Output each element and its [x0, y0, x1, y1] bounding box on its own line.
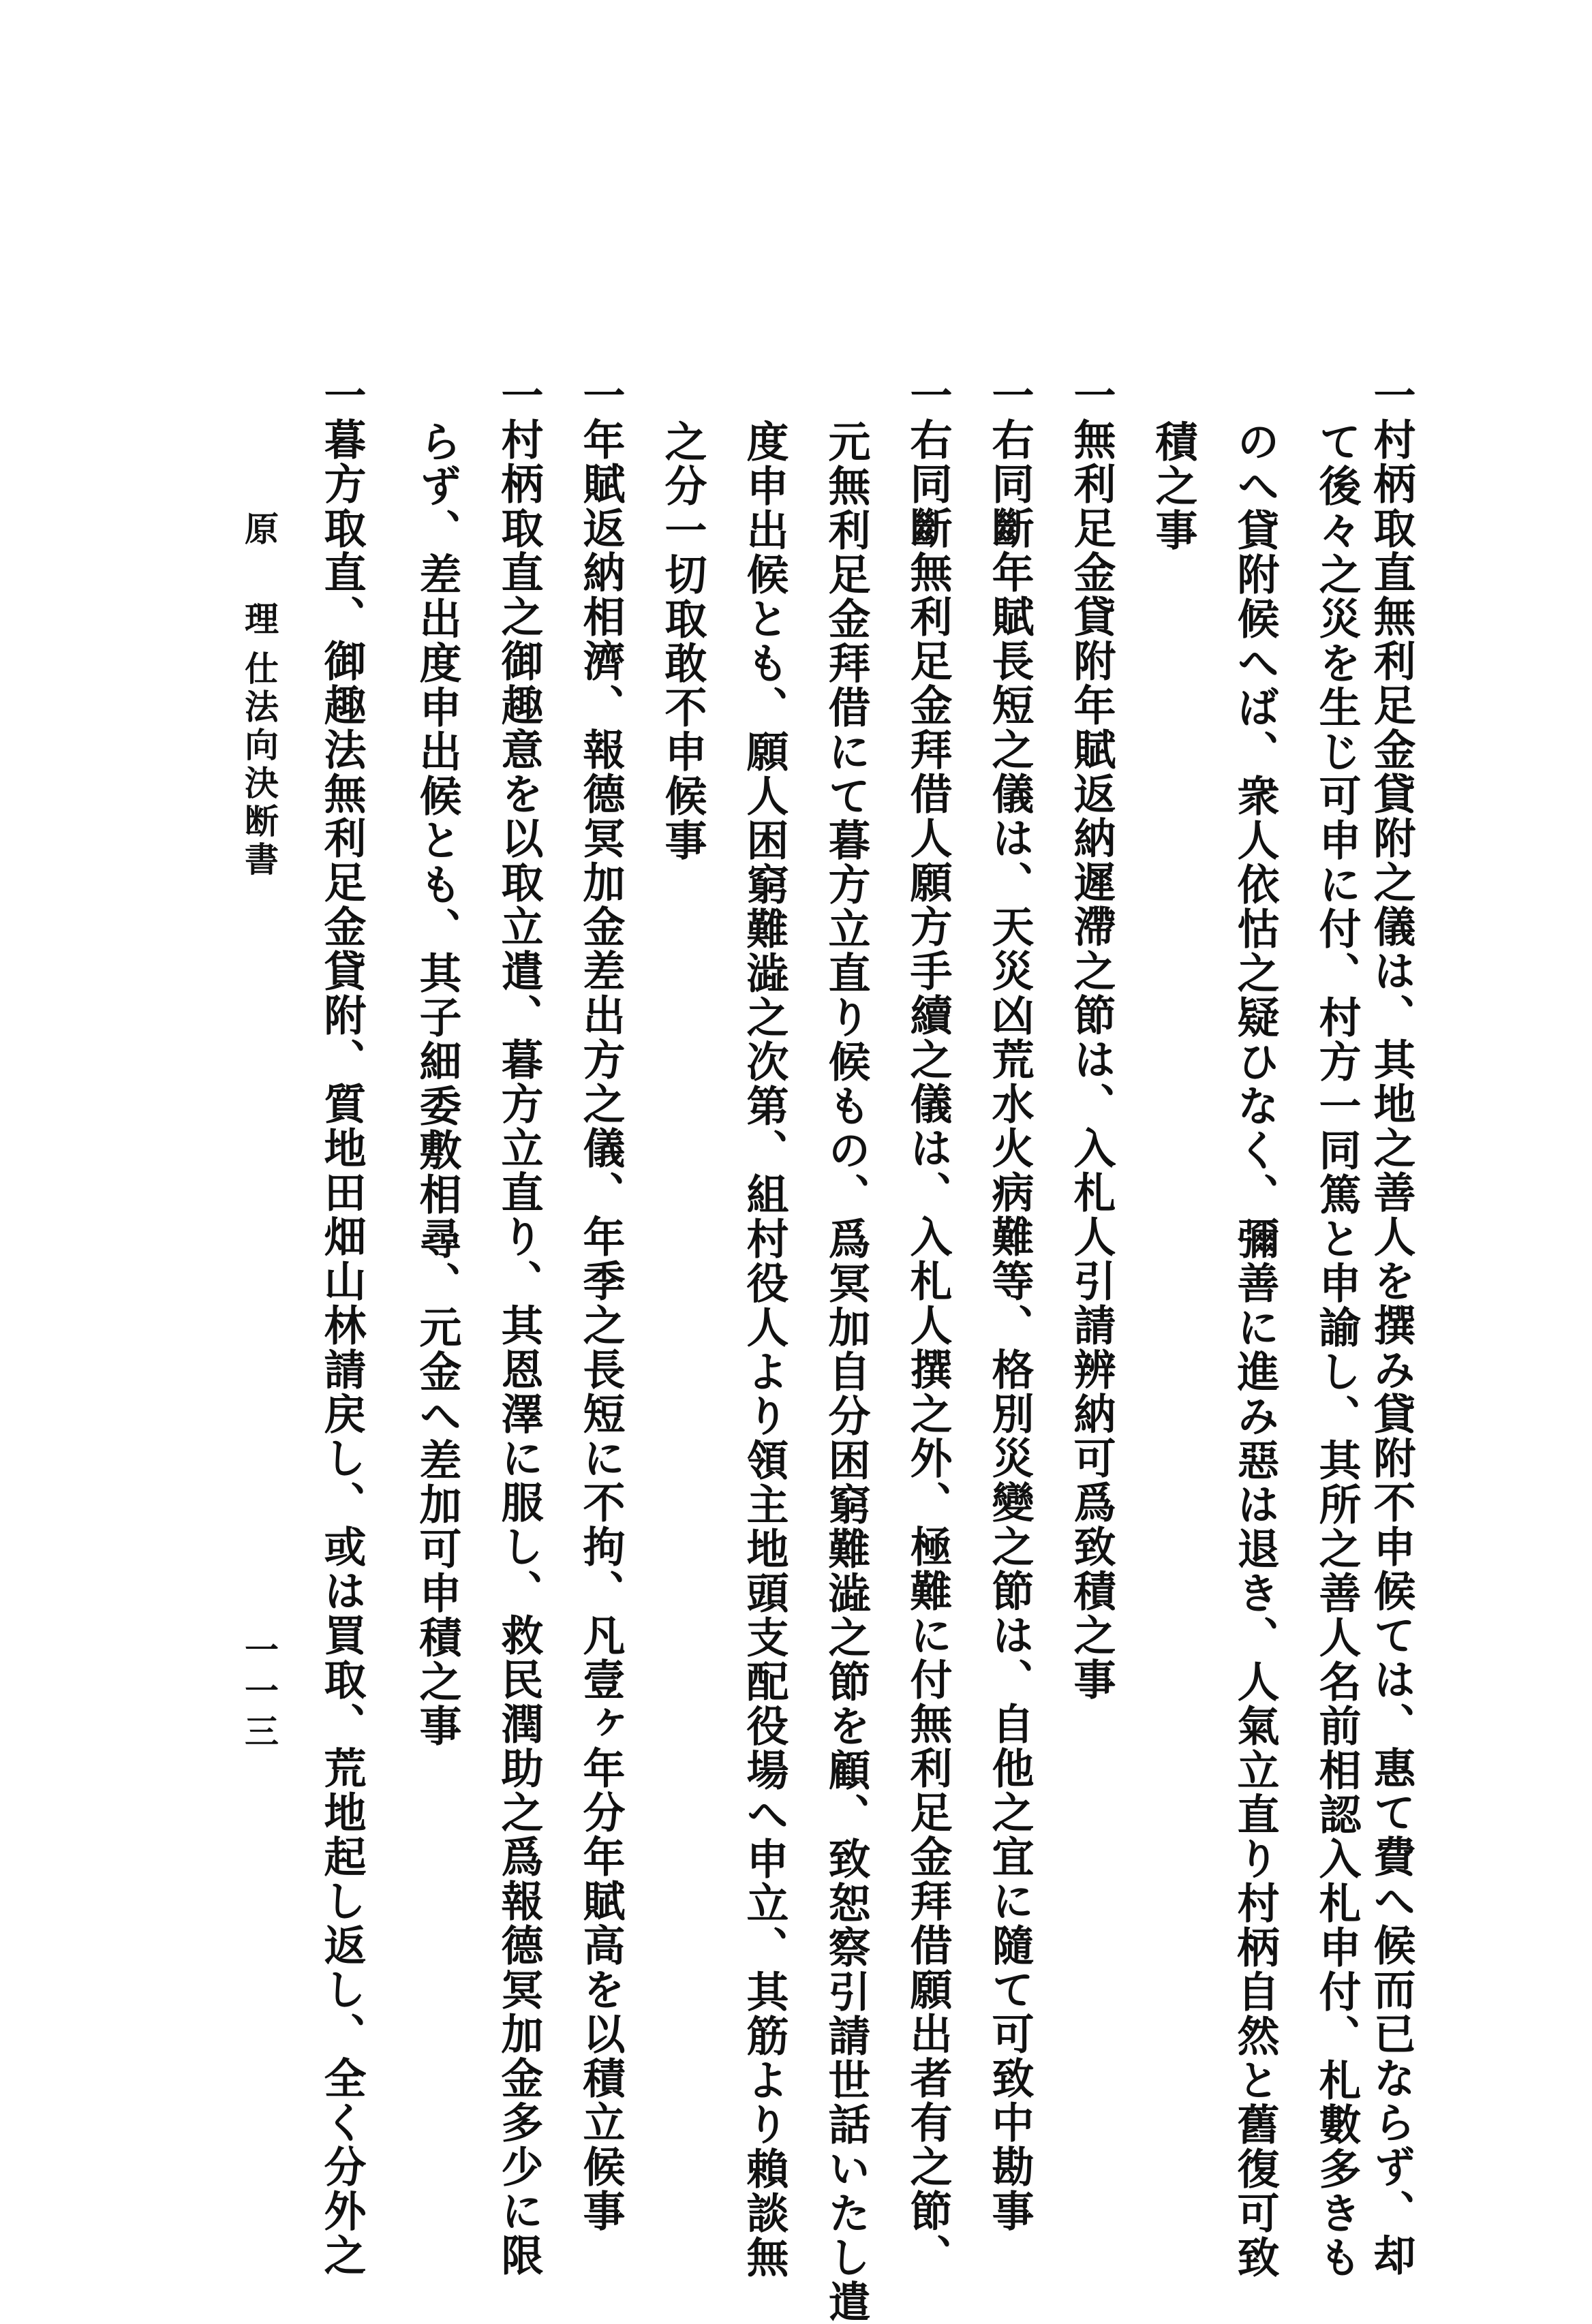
text-line-8: 元無利足金拜借にて暮方立直り候もの、爲冥加自分困窮難澁之節を顧、致恕察引請世話いたし遣 — [821, 420, 871, 2324]
text-line-11: 一年賦返納相濟、報德冥加金差出方之儀、年季之長短に不拘、凡壹ヶ年分年賦高を以積立候事 — [576, 373, 626, 2233]
text-line-9: 度申出候とも、願人困窮難澁之次第、組村役人より領主地頭支配役場へ申立、其筋より賴談無 — [739, 420, 789, 2280]
text-line-3: のへ貸附候へば、衆人依怙之疑ひなく、彌善に進み惡は退き、人氣立直り村柄自然と舊復可致 — [1230, 420, 1280, 2280]
text-line-6: 一右同斷年賦長短之儀は、天災凶荒水火病難等、格別災變之節は、自他之宜に隨て可致中勘事 — [985, 373, 1035, 2233]
text-line-10: 之分一切取敢不申候事 — [658, 420, 707, 863]
text-line-2: て後々之災を生じ可申に付、村方一同篤と申諭し、其所之善人名前相認入札申付、札數多きも — [1312, 420, 1362, 2280]
text-line-14: 一暮方取直、御趣法無利足金貸附、質地田畑山林請戻し、或は買取、荒地起し返し、全く分外之 — [317, 373, 367, 2278]
text-line-4: 積之事 — [1148, 420, 1198, 553]
text-line-12: 一村柄取直之御趣意を以取立遣、暮方立直り、其恩澤に服し、救民潤助之爲報德冥加金多少に限 — [494, 373, 544, 2278]
page-number: 一一三 — [239, 1632, 279, 1754]
text-line-1: 一村柄取直無利足金貸附之儀は、其地之善人を撰み貸附不申候ては、惠て費へ候而已ならず、却 — [1366, 373, 1416, 2278]
text-line-13: らず、差出度申出候とも、其子細委敷相尋、元金へ差加可申積之事 — [412, 420, 462, 1748]
running-head-title: 仕法向決断書 — [239, 651, 279, 880]
running-head-section: 原 理 — [239, 511, 279, 646]
text-line-7: 一右同斷無利足金拜借人願方手續之儀は、入札人撰之外、極難に付無利足金拜借願出者有之節、 — [903, 373, 953, 2278]
text-line-5: 一無利足金貸附年賦返納遲滯之節は、入札人引請辨納可爲致積之事 — [1067, 373, 1116, 1702]
